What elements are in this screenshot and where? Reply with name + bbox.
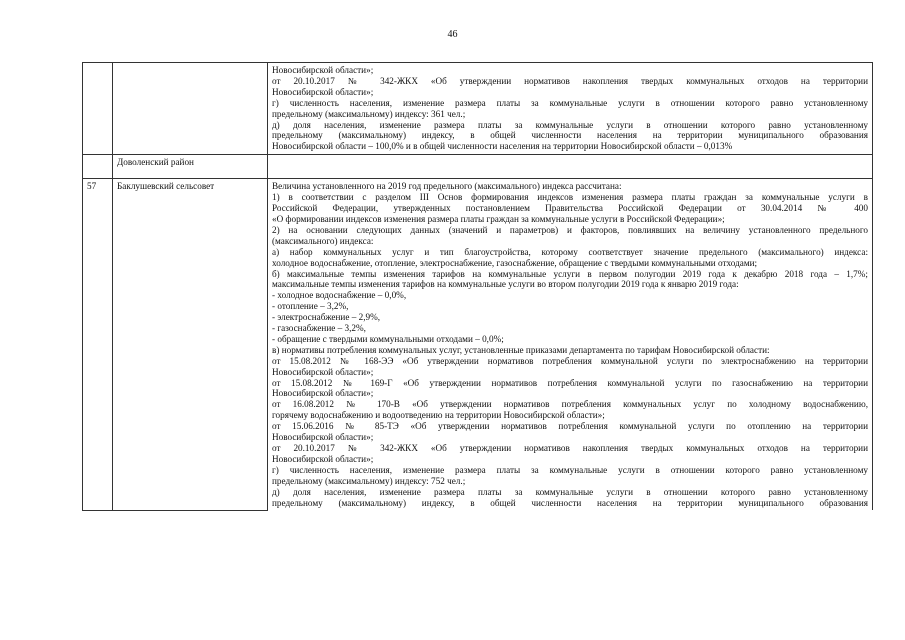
text-line: Новосибирской области – 100,0% и в общей численности населения на территории Новосибирской области – 0,013%: [272, 141, 733, 152]
text-line: - обращение с твердыми коммунальными отходами – 0,0%;: [272, 333, 504, 344]
text-line: Новосибирской области»;: [272, 86, 374, 97]
text-line: а) набор коммунальных услуг и тип благоустройства, которому соответствует значение предельного (максимального) индекса:: [272, 246, 868, 257]
justification-text-cell: [268, 179, 873, 511]
text-line: б) максимальные темпы изменения тарифов на коммунальные услуги в первом полугодии 2019 года к декабрю 2018 года – 1,7%;: [272, 268, 868, 279]
text-line: горячему водоснабжению и водоотведению на территории Новосибирской области»;: [272, 410, 605, 421]
text-line: предельному (максимальному) индексу, в общей численности населения на территории муниципального образования: [272, 130, 868, 141]
text-line: Величина установленного на 2019 год предельного (максимального) индекса рассчитана:: [272, 181, 622, 192]
justification-text-cell: [268, 63, 873, 155]
justification-text-cell: [268, 155, 873, 179]
text-line: 1) в соответствии с разделом III Основ формирования индексов изменения размера платы граждан за коммунальные услуги в: [272, 192, 868, 203]
text-line: от 20.10.2017 № 342-ЖКХ «Об утверждении нормативов накопления твердых коммунальных отходов на территории: [272, 75, 868, 86]
page-number: 46: [447, 29, 458, 40]
text-line: - холодное водоснабжение – 0,0%,: [272, 290, 407, 301]
index-table: [82, 62, 873, 511]
text-line: в) нормативы потребления коммунальных услуг, установленные приказами департамента по тарифам Новосибирской области:: [272, 344, 770, 355]
text-line: Новосибирской области»;: [272, 388, 374, 399]
text-line: д) доля населения, изменение размера платы за коммунальные услуги в отношении которого равно установленному: [272, 486, 868, 497]
text-line: от 15.08.2012 № 169-Г «Об утверждении нормативов потребления коммунальной услуги по газоснабжению на территории: [272, 377, 868, 388]
text-line: Новосибирской области»;: [272, 366, 374, 377]
row-number-cell: [83, 63, 113, 155]
text-line: Российской Федерации, утвержденных постановлением Правительства Российской Федерации от 30.04.2014 № 400: [272, 203, 868, 214]
text-line: от 20.10.2017 № 342-ЖКХ «Об утверждении нормативов накопления твердых коммунальных отходов на территории: [272, 443, 868, 453]
row-number-cell: [83, 155, 113, 179]
text-line: Новосибирской области»;: [272, 432, 374, 443]
text-line: Новосибирской области»;: [272, 65, 374, 75]
text-line: холодное водоснабжение, отопление, электроснабжение, газоснабжение, обращение с твердыми коммунальными отходами;: [272, 257, 758, 268]
text-line: - электроснабжение – 2,9%,: [272, 312, 381, 323]
text-line: от 16.08.2012 № 170-В «Об утверждении нормативов потребления коммунальных услуг по холодному водоснабжению,: [272, 399, 868, 410]
table-row: [83, 63, 873, 155]
text-line: Новосибирской области»;: [272, 453, 374, 464]
text-line: предельному (максимальному) индексу: 361 чел.;: [272, 108, 466, 119]
text-line: г) численность населения, изменение размера платы за коммунальные услуги в отношении которого равно установленному: [272, 464, 868, 475]
text-line: «О формировании индексов изменения размера платы граждан за коммунальные услуги в Российской Федерации»;: [272, 213, 725, 224]
table-row: [83, 179, 873, 511]
row-number-cell: 57: [83, 179, 113, 511]
text-line: максимальные темпы изменения тарифов на коммунальные услуги во втором полугодии 2019 года к январю 2019 года:: [272, 279, 739, 290]
text-line: - отопление – 3,2%,: [272, 301, 349, 312]
text-line: (максимального) индекса:: [272, 235, 374, 246]
text-line: предельному (максимальному) индексу: 752 чел.;: [272, 475, 466, 486]
municipality-name-cell: Баклушевский сельсовет: [113, 179, 268, 511]
text-line: от 15.06.2016 № 85-ТЭ «Об утверждении нормативов потребления коммунальной услуги по отоплению на территории: [272, 421, 868, 432]
text-line: г) численность населения, изменение размера платы за коммунальные услуги в отношении которого равно установленному: [272, 97, 868, 108]
text-line: от 15.08.2012 № 168-ЭЭ «Об утверждении нормативов потребления коммунальной услуги по электроснабжению на территории: [272, 355, 868, 366]
municipality-name-cell: [113, 63, 268, 155]
district-row: [83, 155, 873, 179]
text-line: - газоснабжение – 3,2%,: [272, 323, 366, 334]
text-line: 2) на основании следующих данных (значений и параметров) и факторов, повлиявших на величину установленного предельного: [272, 224, 868, 235]
text-line: предельному (максимальному) индексу, в общей численности населения на территории муниципального образования: [272, 497, 868, 508]
text-line: д) доля населения, изменение размера платы за коммунальные услуги в отношении которого равно установленному: [272, 119, 868, 130]
district-name-cell: Доволенский район: [113, 155, 268, 179]
